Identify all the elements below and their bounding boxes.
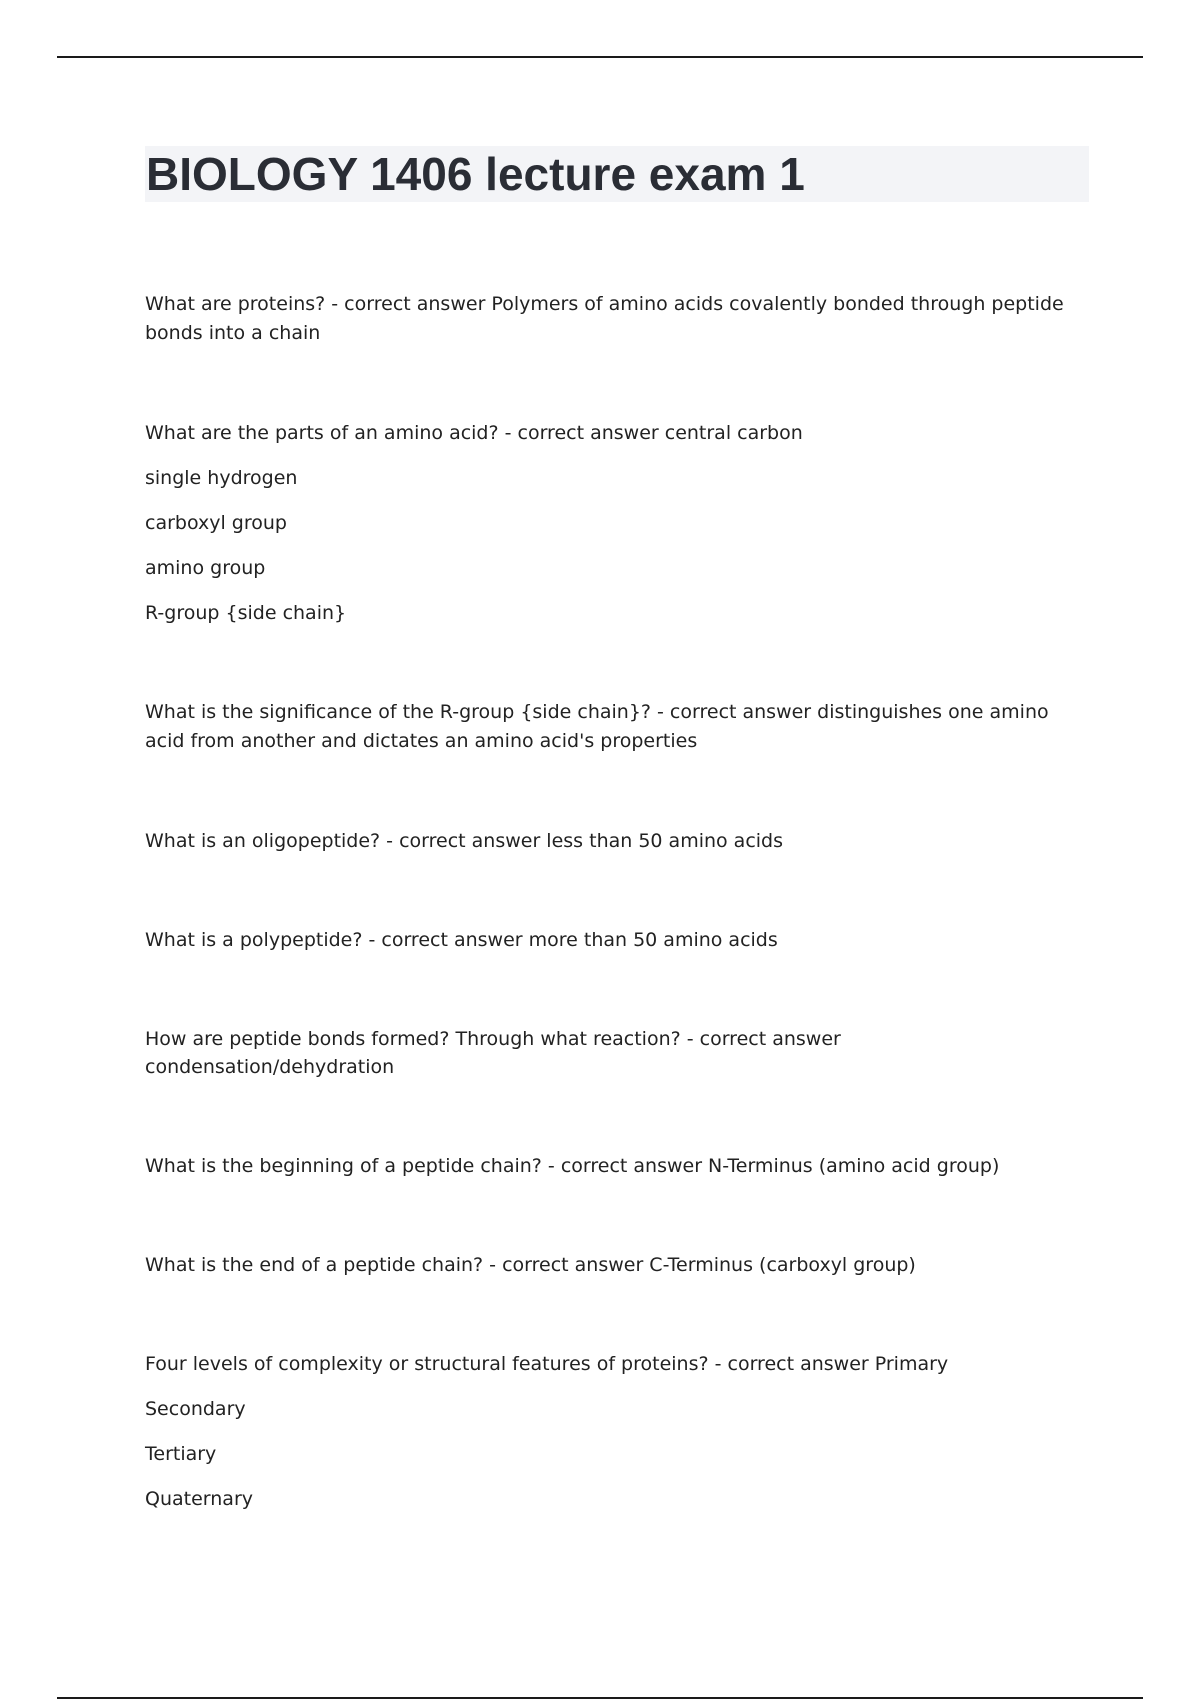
- qa-line: How are peptide bonds formed? Through what reaction? - correct answer condensation/dehydration: [145, 1028, 841, 1078]
- qa-item: [145, 698, 1085, 756]
- qa-item: [145, 1025, 1085, 1081]
- qa-line: What is the beginning of a peptide chain? - correct answer N-Terminus (amino acid group): [145, 1155, 1000, 1177]
- qa-item: [145, 419, 1085, 627]
- qa-line: Tertiary: [145, 1443, 217, 1465]
- qa-item: [145, 290, 1085, 348]
- qa-line: What is an oligopeptide? - correct answer less than 50 amino acids: [145, 830, 784, 852]
- qa-line: What is the significance of the R-group {side chain}? - correct answer distinguishes one amino acid from another and dictates an amino acid's properties: [145, 701, 1049, 752]
- qa-item: [145, 1350, 1085, 1513]
- qa-line: single hydrogen: [145, 467, 298, 489]
- qa-line: R-group {side chain}: [145, 602, 347, 624]
- qa-line: What is the end of a peptide chain? - correct answer C-Terminus (carboxyl group): [145, 1254, 916, 1276]
- qa-line: What are proteins? - correct answer Polymers of amino acids covalently bonded through peptide bonds into a chain: [145, 293, 1064, 344]
- qa-item: [145, 827, 1085, 855]
- qa-line: What is a polypeptide? - correct answer more than 50 amino acids: [145, 929, 778, 951]
- qa-item: [145, 1251, 1085, 1279]
- qa-line: amino group: [145, 557, 266, 579]
- qa-line: Four levels of complexity or structural features of proteins? - correct answer Primary: [145, 1353, 949, 1375]
- footer-rule: [57, 1697, 1143, 1699]
- header-rule: [57, 56, 1143, 58]
- qa-item: [145, 926, 1085, 954]
- qa-line: carboxyl group: [145, 512, 287, 534]
- qa-item: [145, 1152, 1085, 1180]
- question-list: [145, 290, 1085, 1584]
- qa-line: Quaternary: [145, 1488, 253, 1510]
- document-title: BIOLOGY 1406 lecture exam 1: [146, 148, 805, 200]
- qa-line: What are the parts of an amino acid? - correct answer central carbon: [145, 422, 803, 444]
- qa-line: Secondary: [145, 1398, 246, 1420]
